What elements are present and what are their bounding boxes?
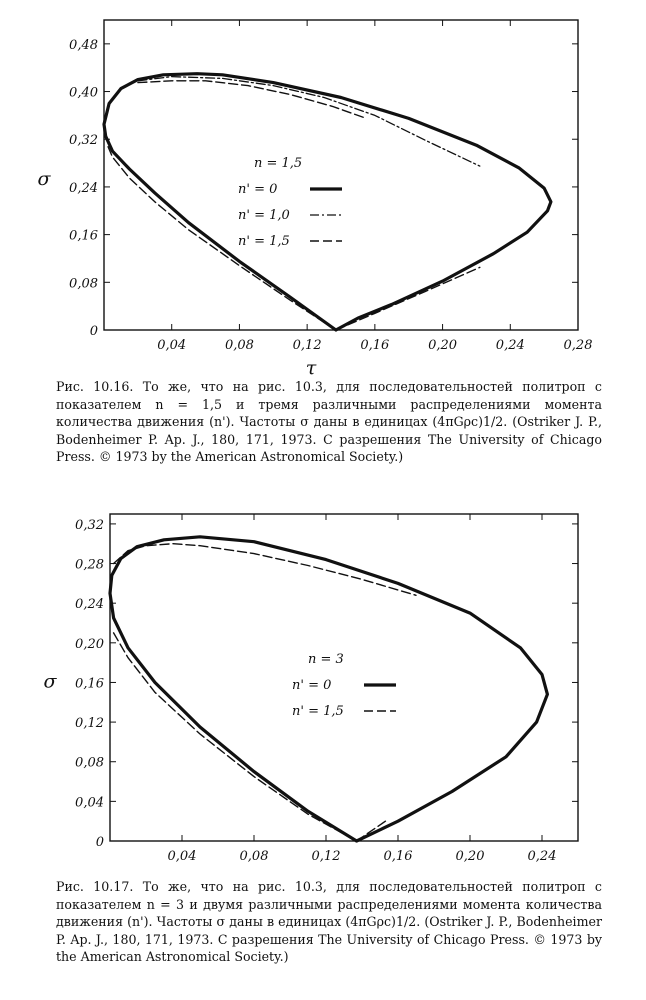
series-line <box>114 544 416 596</box>
figure-10-16 <box>0 0 646 375</box>
x-tick-label: 0,20 <box>428 338 458 353</box>
y-tick-label: 0,40 <box>69 85 98 101</box>
caption-text: Рис. 10.17. То же, что на рис. 10.3, для последовательностей политроп с показателем n = 3 и двумя различными распределениями момента количества движения (n'). Частоты σ даны в единицах (4πGρc)1/2. (Ostriker J. P., Bodenheimer P. Ap. J., 180, 171, 1973. С разрешения The University of Chicago Press. © 1973 by the American Astronomical Society.) <box>56 879 602 965</box>
y-tick-label: 0,12 <box>75 716 104 732</box>
y-tick-label: 0 <box>89 324 98 339</box>
x-tick-label: 0,08 <box>239 849 269 864</box>
y-tick-label: 0,32 <box>69 133 98 149</box>
x-tick-label: 0,16 <box>360 338 390 353</box>
x-tick-label: 0,16 <box>383 849 413 864</box>
legend-title: n = 1,5 <box>254 156 303 171</box>
series-line <box>107 145 336 330</box>
x-tick-label: 0,04 <box>157 338 187 353</box>
plot-frame <box>104 20 578 330</box>
series-line <box>357 821 386 841</box>
y-tick-label: 0,20 <box>75 636 104 652</box>
legend-title: n = 3 <box>308 652 344 667</box>
y-tick-label: 0,04 <box>75 795 104 811</box>
y-tick-label: 0,28 <box>75 557 104 573</box>
y-tick-label: 0 <box>95 835 104 850</box>
series-line <box>138 81 367 119</box>
legend-label: n' = 0 <box>292 678 332 693</box>
series-line <box>336 267 480 330</box>
x-tick-label: 0,28 <box>563 338 593 353</box>
legend-label: n' = 1,0 <box>238 208 290 223</box>
caption-10-17 <box>56 878 602 966</box>
x-tick-label: 0,24 <box>527 849 557 864</box>
legend-label: n' = 0 <box>238 182 278 197</box>
x-tick-label: 0,20 <box>455 849 485 864</box>
figure-10-17 <box>0 500 646 875</box>
x-tick-label: 0,12 <box>311 849 341 864</box>
x-tick-label: 0,04 <box>167 849 197 864</box>
y-tick-label: 0,24 <box>75 597 104 613</box>
y-tick-label: 0,08 <box>69 276 98 292</box>
series-line <box>104 74 551 330</box>
x-tick-label: 0,12 <box>292 338 322 353</box>
chart-10-17 <box>0 500 646 875</box>
chart-10-16 <box>0 0 646 375</box>
caption-10-16 <box>56 378 602 466</box>
y-tick-label: 0,24 <box>69 180 98 196</box>
x-axis-label: τ <box>305 357 317 375</box>
y-tick-label: 0,32 <box>75 517 104 533</box>
y-tick-label: 0,48 <box>69 37 98 53</box>
x-axis-label <box>309 868 320 875</box>
x-tick-label: 0,08 <box>224 338 254 353</box>
y-axis-label: σ <box>37 168 51 190</box>
legend-label: n' = 1,5 <box>238 234 290 249</box>
legend-label: n' = 1,5 <box>292 704 344 719</box>
caption-text: Рис. 10.16. То же, что на рис. 10.3, для последовательностей политроп с показателем n = 1,5 и тремя различными распределениями момента количества движения (n'). Частоты σ даны в единицах (4πGρc)1/2. (Ostriker J. P., Bodenheimer P. Ap. J., 180, 171, 1973. С разрешения The University of Chicago Press. © 1973 by the American Astronomical Society.) <box>56 379 602 465</box>
y-tick-label: 0,08 <box>75 755 104 771</box>
y-tick-label: 0,16 <box>75 676 104 692</box>
plot-frame <box>110 514 578 841</box>
x-tick-label: 0,24 <box>495 338 525 353</box>
y-axis-label: σ <box>43 670 57 693</box>
y-tick-label: 0,16 <box>69 228 98 244</box>
